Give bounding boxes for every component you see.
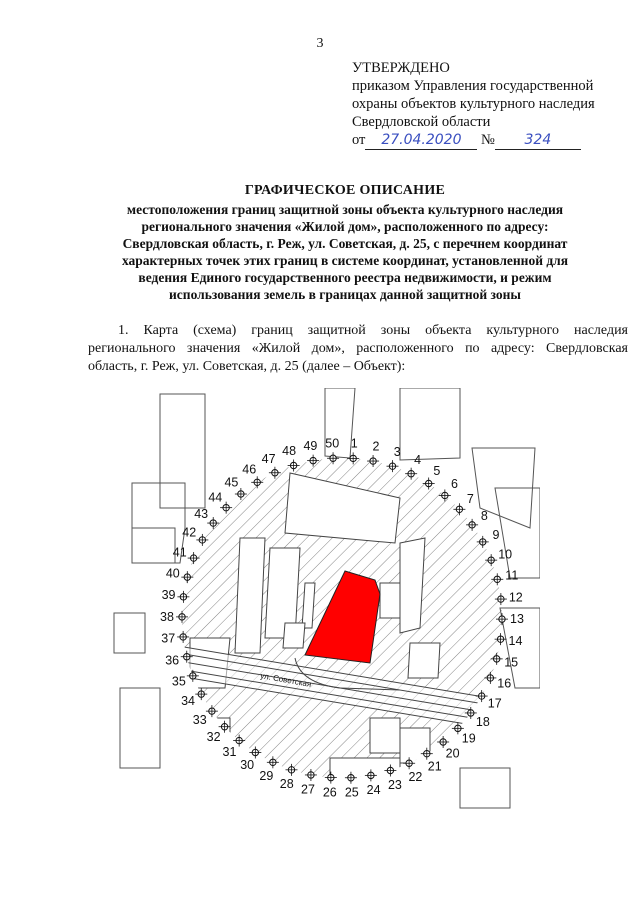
boundary-point-label: 36 (165, 653, 180, 668)
boundary-point-label: 45 (224, 475, 239, 490)
approval-date-row (352, 131, 581, 150)
approval-line-2: охраны объектов культурного наследия (352, 96, 595, 112)
boundary-point-label: 40 (165, 566, 180, 581)
boundary-point-label: 4 (414, 453, 422, 468)
boundary-point-label: 28 (279, 777, 294, 792)
boundary-point-label: 25 (344, 785, 359, 800)
subtitle-line: использования земель в границах данной защитной зоны (169, 287, 521, 302)
boundary-point-label: 2 (372, 439, 380, 454)
page-number: 3 (316, 36, 324, 51)
date-prefix: от (352, 132, 366, 148)
paragraph-line: 1. Карта (схема) границ защитной зоны объекта культурного наследия (118, 323, 628, 338)
street-label: ул. Советская (259, 671, 312, 689)
boundary-point-label: 34 (181, 694, 196, 709)
subtitle-line: ведения Единого государственного реестра недвижимости, и режим (138, 270, 552, 285)
boundary-point-label: 49 (303, 438, 318, 453)
boundary-point-label: 7 (466, 492, 474, 507)
boundary-point-label: 44 (208, 490, 223, 505)
boundary-point-label: 11 (505, 568, 519, 583)
boundary-point-label: 12 (508, 590, 523, 605)
boundary-point-label: 42 (182, 525, 197, 540)
boundary-point-label: 39 (161, 587, 176, 602)
subtitle-line: местоположения границ защитной зоны объекта культурного наследия (126, 202, 564, 217)
boundary-point-label: 46 (242, 462, 257, 477)
boundary-point-label: 32 (206, 729, 221, 744)
boundary-point-label: 18 (475, 714, 490, 729)
paragraph-1 (88, 322, 628, 376)
approval-line-1: приказом Управления государственной (352, 78, 594, 94)
boundary-point-label: 16 (497, 676, 512, 691)
boundary-point-label: 33 (192, 712, 207, 727)
boundary-point-label: 6 (451, 476, 458, 491)
boundary-point-label: 41 (172, 545, 187, 560)
boundary-point-label: 21 (427, 759, 442, 774)
boundary-point-label: 47 (261, 452, 276, 467)
zone-map (100, 388, 540, 828)
approval-line-3: Свердловской области (352, 114, 491, 130)
boundary-point-label: 48 (282, 444, 297, 459)
boundary-point-label: 37 (161, 631, 176, 646)
boundary-point-label: 19 (461, 731, 476, 746)
subtitle-line: регионального значения «Жилой дом», расположенного по адресу: (141, 219, 549, 234)
boundary-point-label: 13 (510, 612, 524, 627)
boundary-point-label: 50 (325, 436, 340, 451)
boundary-point-label: 20 (445, 746, 460, 761)
boundary-point-label: 1 (350, 436, 358, 451)
subtitle-line: Свердловская область, г. Реж, ул. Советская, д. 25, с перечнем координат (122, 236, 568, 251)
boundary-point-label: 8 (480, 509, 488, 524)
number-prefix: № (481, 132, 495, 148)
boundary-point-label: 31 (222, 745, 237, 760)
boundary-point-label: 29 (259, 768, 274, 783)
approval-date: 27.04.2020 (381, 132, 462, 148)
boundary-point-label: 24 (366, 783, 381, 798)
boundary-point-label: 22 (408, 769, 423, 784)
boundary-point-label: 35 (171, 674, 186, 689)
boundary-point-label: 26 (322, 785, 337, 800)
paragraph-line: область, г. Реж, ул. Советская, д. 25 (далее – Объект): (88, 359, 406, 374)
approval-heading: УТВЕРЖДЕНО (352, 60, 450, 76)
boundary-point-label: 38 (160, 609, 174, 624)
boundary-point-label: 9 (492, 527, 500, 542)
boundary-point-label: 30 (240, 758, 255, 773)
approval-number: 324 (524, 132, 552, 148)
document-title: ГРАФИЧЕСКОЕ ОПИСАНИЕ (244, 183, 446, 198)
boundary-point-label: 14 (508, 634, 523, 649)
boundary-point-label: 43 (194, 507, 209, 522)
boundary-point-label: 27 (301, 782, 315, 797)
paragraph-line: регионального значения «Жилой дом», расположенного по адресу: Свердловская (88, 341, 628, 356)
boundary-point-label: 10 (498, 547, 513, 562)
boundary-point-label: 17 (487, 696, 502, 711)
boundary-point-label: 3 (393, 444, 401, 459)
boundary-point-label: 23 (387, 777, 402, 792)
subtitle-line: характерных точек этих границ в системе координат, установленной для (121, 253, 569, 268)
boundary-point-label: 15 (504, 655, 519, 670)
boundary-point-label: 5 (433, 463, 441, 478)
